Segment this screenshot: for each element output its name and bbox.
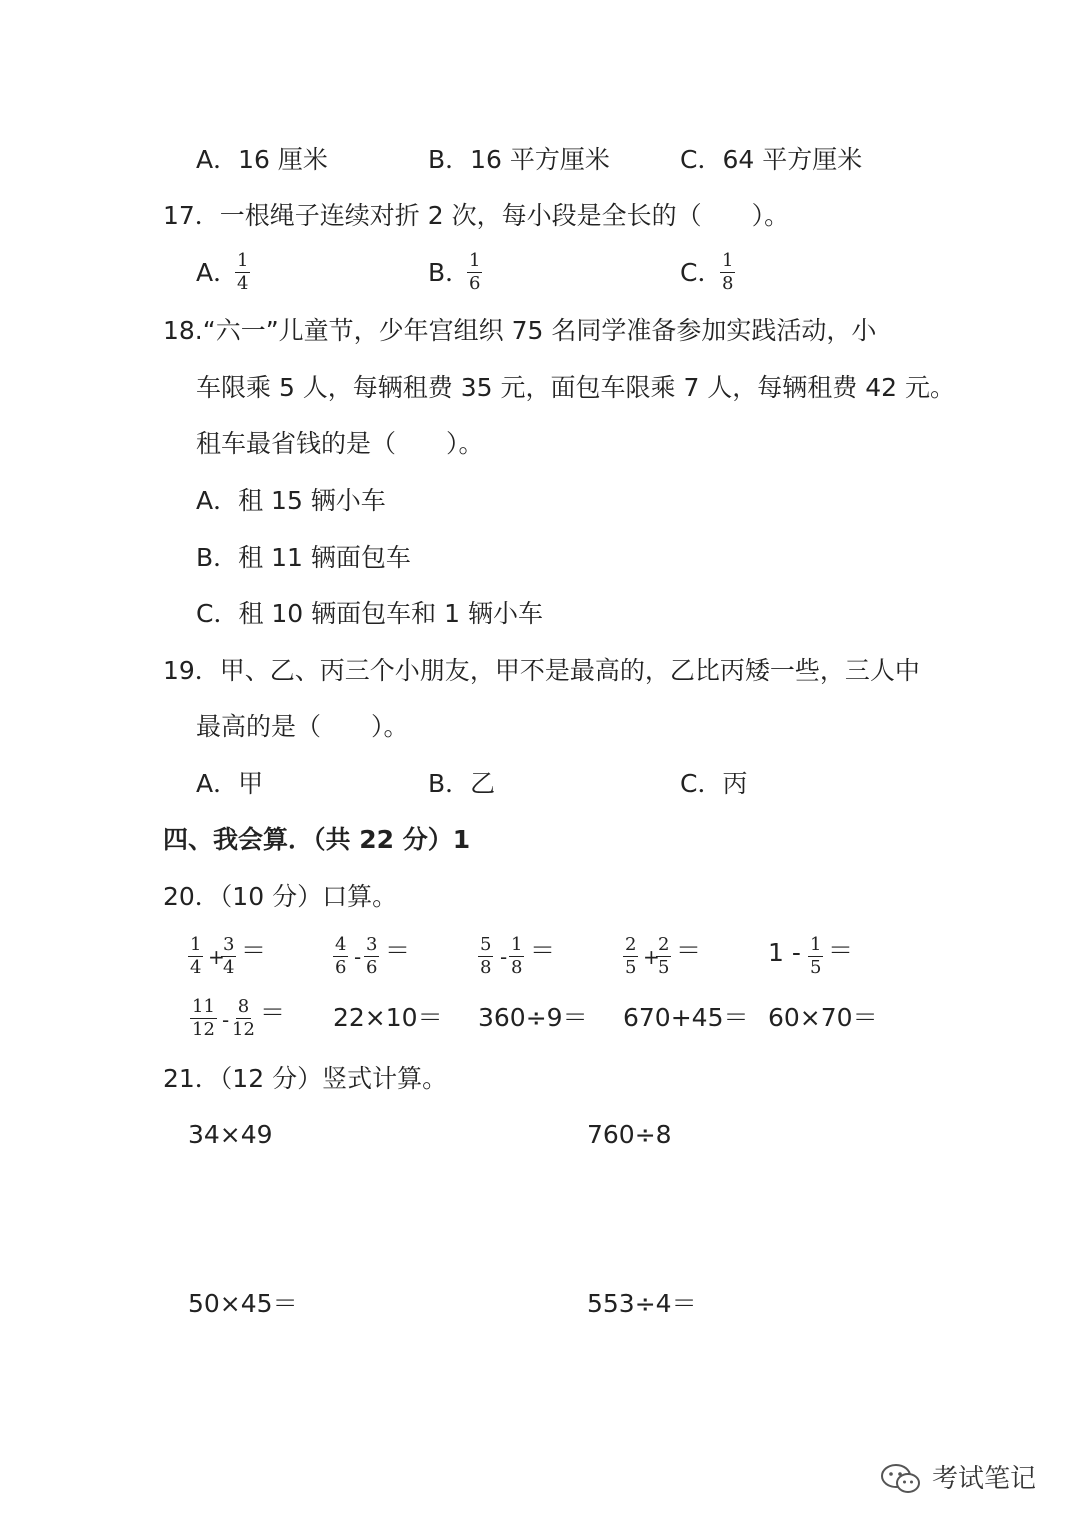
denominator: 5 (810, 957, 822, 978)
wechat-icon (880, 1462, 922, 1496)
q18-option-a: A．租 15 辆小车 (196, 486, 386, 515)
q17-label-a: A． (196, 258, 239, 287)
numerator: 8 (237, 996, 250, 1017)
q21-problem-2: 760÷8 (587, 1120, 672, 1149)
q19-stem-line-2: 最高的是（ ）。 (196, 712, 409, 741)
numerator: 4 (335, 934, 347, 955)
equals-sign: ＝ (676, 936, 702, 965)
denominator: 4 (190, 957, 202, 978)
fraction (478, 936, 493, 977)
numerator: 1 (810, 934, 822, 955)
denominator: 6 (366, 957, 378, 978)
numerator: 2 (625, 934, 637, 955)
fraction (221, 936, 236, 977)
equals-sign: ＝ (828, 936, 854, 965)
q21-problem-1: 34×49 (188, 1120, 273, 1149)
q17-fraction-c (720, 252, 735, 293)
numerator: 3 (223, 934, 235, 955)
fraction (364, 936, 379, 977)
equals-sign: ＝ (385, 936, 411, 965)
q20-row2-item-5: 60×70＝ (768, 1003, 878, 1032)
denominator: 8 (480, 957, 492, 978)
numerator: 5 (480, 934, 492, 955)
q19-option-c: C．丙 (680, 769, 748, 798)
watermark-text: 考试笔记 (932, 1464, 1037, 1494)
q18-option-b: B．租 11 辆面包车 (196, 543, 411, 572)
numerator: 1 (190, 934, 202, 955)
denominator: 8 (511, 957, 523, 978)
q20-row2-item-2: 22×10＝ (333, 1003, 443, 1032)
operator: + (208, 945, 225, 969)
fraction (188, 936, 203, 977)
q17-fraction-b (467, 252, 482, 293)
fraction (232, 998, 255, 1039)
denominator: 4 (237, 273, 249, 294)
fraction (808, 936, 823, 977)
q16-option-c: C．64 平方厘米 (680, 145, 863, 174)
q17-label-c: C． (680, 258, 723, 287)
denominator: 6 (469, 273, 481, 294)
denominator: 8 (722, 273, 734, 294)
fraction (333, 936, 348, 977)
q21-stem: 21．（12 分）竖式计算。 (163, 1064, 448, 1093)
operator: - (222, 1008, 230, 1032)
denominator: 12 (232, 1019, 255, 1040)
numerator: 2 (658, 934, 670, 955)
fraction (509, 936, 524, 977)
q20-stem: 20．（10 分）口算。 (163, 882, 398, 911)
q21-problem-3: 50×45＝ (188, 1289, 298, 1318)
fraction (623, 936, 638, 977)
section-4-title: 四、我会算．（共 22 分）1 (163, 825, 471, 854)
q18-option-c: C．租 10 辆面包车和 1 辆小车 (196, 599, 543, 628)
q18-stem-line-3: 租车最省钱的是（ ）。 (196, 429, 484, 458)
q16-option-a: A．16 厘米 (196, 145, 328, 174)
q16-option-b: B．16 平方厘米 (428, 145, 610, 174)
operator: + (643, 945, 660, 969)
q21-problem-4: 553÷4＝ (587, 1289, 697, 1318)
fraction (656, 936, 671, 977)
watermark (880, 1462, 1036, 1496)
numerator: 3 (366, 934, 378, 955)
operator: - (354, 945, 362, 969)
numerator: 1 (237, 250, 249, 271)
numerator: 1 (722, 250, 734, 271)
q18-stem-line-1: 18.“六一”儿童节，少年宫组织 75 名同学准备参加实践活动，小 (163, 316, 877, 345)
q20-row2-item-3: 360÷9＝ (478, 1003, 588, 1032)
q17-fraction-a (235, 252, 250, 293)
numerator: 1 (511, 934, 523, 955)
numerator: 1 (469, 250, 481, 271)
denominator: 5 (625, 957, 637, 978)
q20-row2-item-4: 670+45＝ (623, 1003, 749, 1032)
denominator: 6 (335, 957, 347, 978)
q18-stem-line-2: 车限乘 5 人，每辆租费 35 元，面包车限乘 7 人，每辆租费 42 元。 (196, 373, 956, 402)
q19-option-b: B．乙 (428, 769, 496, 798)
q17-stem: 17．一根绳子连续对折 2 次，每小段是全长的（ ）。 (163, 201, 790, 230)
minuend: 1 - (768, 938, 801, 967)
numerator: 11 (192, 996, 215, 1017)
equals-sign: ＝ (241, 936, 267, 965)
q17-label-b: B． (428, 258, 471, 287)
q19-stem-line-1: 19．甲、乙、丙三个小朋友，甲不是最高的，乙比丙矮一些，三人中 (163, 656, 920, 685)
fraction (190, 998, 217, 1039)
denominator: 12 (192, 1019, 215, 1040)
denominator: 5 (658, 957, 670, 978)
denominator: 4 (223, 957, 235, 978)
equals-sign: ＝ (260, 998, 286, 1027)
operator: - (500, 945, 508, 969)
q19-option-a: A．甲 (196, 769, 264, 798)
equals-sign: ＝ (530, 936, 556, 965)
